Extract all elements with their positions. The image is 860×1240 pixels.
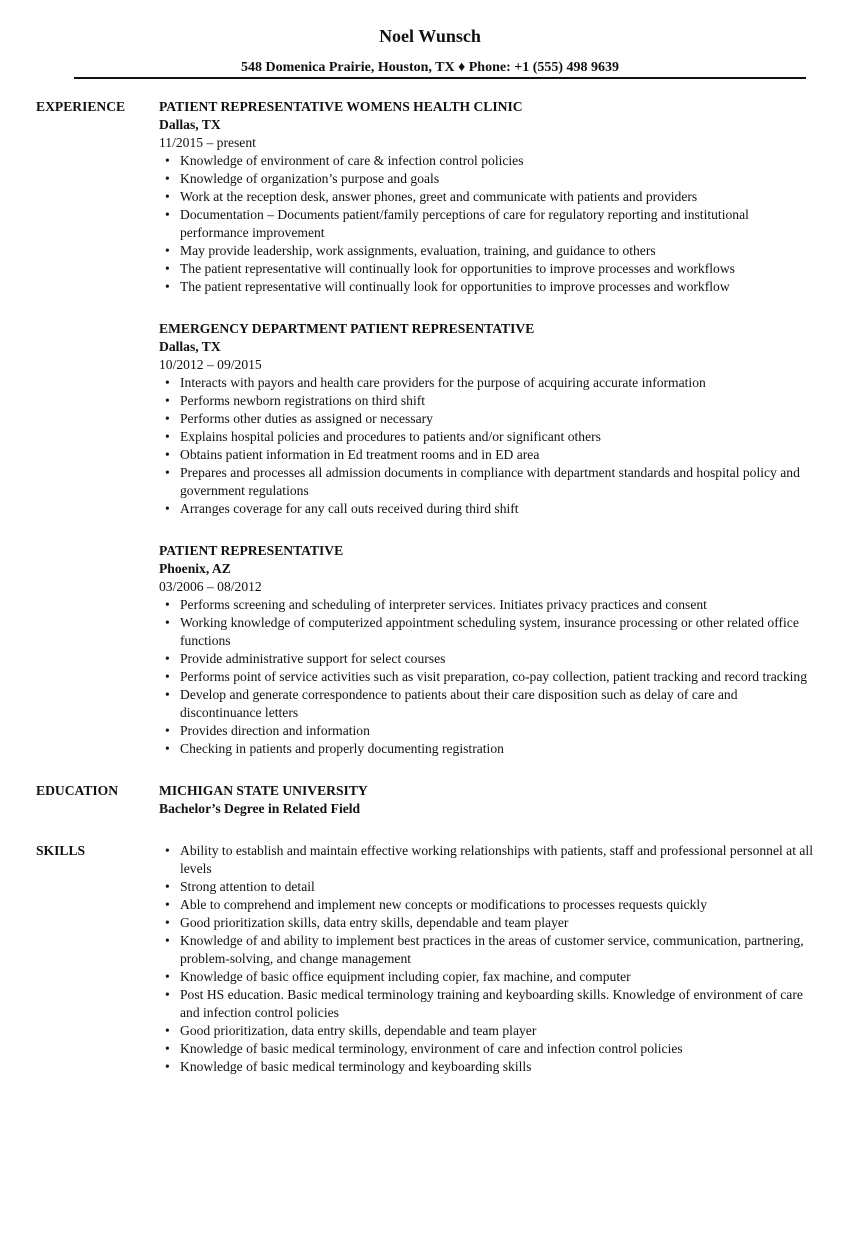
job-title: PATIENT REPRESENTATIVE: [159, 543, 344, 558]
section-heading: EDUCATION: [36, 783, 119, 798]
list-item: • Work at the reception desk, answer phones, greet and communicate with patients and providers: [180, 188, 816, 206]
contact-info: 548 Domenica Prairie, Houston, TX ♦ Phone: +1 (555) 498 9639: [240, 60, 620, 75]
list-item: • Ability to establish and maintain effective working relationships with patients, staff and professional personnel at all levels: [180, 842, 816, 878]
list-item: • Arranges coverage for any call outs received during third shift: [180, 500, 816, 518]
list-item: • Knowledge of environment of care & infection control policies: [180, 152, 816, 170]
school-name: MICHIGAN STATE UNIVERSITY: [159, 783, 368, 798]
list-item: • Strong attention to detail: [180, 878, 816, 896]
job-dates: 11/2015 – present: [159, 135, 256, 150]
list-item: • Documentation – Documents patient/family perceptions of care for regulatory reporting and institutional performance improvement: [180, 206, 816, 242]
job-bullets: [159, 374, 816, 518]
job-location: Dallas, TX: [159, 339, 221, 354]
list-item: • Working knowledge of computerized appointment scheduling system, insurance processing or other related office functions: [180, 614, 816, 650]
candidate-name: Noel Wunsch: [379, 26, 481, 46]
list-item: • Provides direction and information: [180, 722, 816, 740]
list-item: • Able to comprehend and implement new concepts or modifications to processes requests quickly: [180, 896, 816, 914]
experience-section: [36, 98, 816, 758]
list-item: • The patient representative will continually look for opportunities to improve processes and workflows: [180, 260, 816, 278]
list-item: • Interacts with payors and health care providers for the purpose of acquiring accurate information: [180, 374, 816, 392]
list-item: • Obtains patient information in Ed treatment rooms and in ED area: [180, 446, 816, 464]
degree: Bachelor’s Degree in Related Field: [159, 801, 361, 816]
section-heading: EXPERIENCE: [36, 99, 126, 114]
list-item: • Knowledge of organization’s purpose and goals: [180, 170, 816, 188]
list-item: • Prepares and processes all admission documents in compliance with department standards and hospital policy and government regulations: [180, 464, 816, 500]
job-dates: 03/2006 – 08/2012: [159, 579, 262, 594]
list-item: • Explains hospital policies and procedures to patients and/or significant others: [180, 428, 816, 446]
list-item: • Develop and generate correspondence to patients about their care disposition such as delay of care and discontinuance letters: [180, 686, 816, 722]
job-dates: 10/2012 – 09/2015: [159, 357, 262, 372]
header-divider: [74, 77, 806, 79]
list-item: • Checking in patients and properly documenting registration: [180, 740, 816, 758]
resume-body: [36, 98, 816, 1100]
job-location: Dallas, TX: [159, 117, 221, 132]
list-item: • Performs screening and scheduling of interpreter services. Initiates privacy practices and consent: [180, 596, 816, 614]
list-item: • Knowledge of basic medical terminology, environment of care and infection control policies: [180, 1040, 816, 1058]
job-list: [159, 98, 816, 758]
list-item: • Performs newborn registrations on third shift: [180, 392, 816, 410]
job-bullets: [159, 152, 816, 296]
list-item: • Knowledge of and ability to implement best practices in the areas of customer service, communication, partnering, problem-solving, and change management: [180, 932, 816, 968]
list-item: • Knowledge of basic office equipment including copier, fax machine, and computer: [180, 968, 816, 986]
list-item: • Performs point of service activities such as visit preparation, co-pay collection, patient tracking and record tracking: [180, 668, 816, 686]
list-item: • Performs other duties as assigned or necessary: [180, 410, 816, 428]
job-bullets: [159, 596, 816, 758]
skills-section: [36, 842, 816, 1076]
list-item: • Good prioritization, data entry skills, dependable and team player: [180, 1022, 816, 1040]
list-item: • May provide leadership, work assignments, evaluation, training, and guidance to others: [180, 242, 816, 260]
job-entry: [159, 320, 816, 518]
list-item: • Knowledge of basic medical terminology and keyboarding skills: [180, 1058, 816, 1076]
section-heading: SKILLS: [36, 843, 86, 858]
list-item: • Post HS education. Basic medical terminology training and keyboarding skills. Knowledge of environment of care and infection control policies: [180, 986, 816, 1022]
job-entry: [159, 98, 816, 296]
list-item: • Provide administrative support for select courses: [180, 650, 816, 668]
skills-list: [159, 842, 816, 1076]
job-entry: [159, 542, 816, 758]
list-item: • The patient representative will continually look for opportunities to improve processes and workflow: [180, 278, 816, 296]
education-section: [36, 782, 816, 818]
job-title: EMERGENCY DEPARTMENT PATIENT REPRESENTATIVE: [159, 321, 535, 336]
list-item: • Good prioritization skills, data entry skills, dependable and team player: [180, 914, 816, 932]
job-title: PATIENT REPRESENTATIVE WOMENS HEALTH CLINIC: [159, 99, 523, 114]
job-location: Phoenix, AZ: [159, 561, 231, 576]
